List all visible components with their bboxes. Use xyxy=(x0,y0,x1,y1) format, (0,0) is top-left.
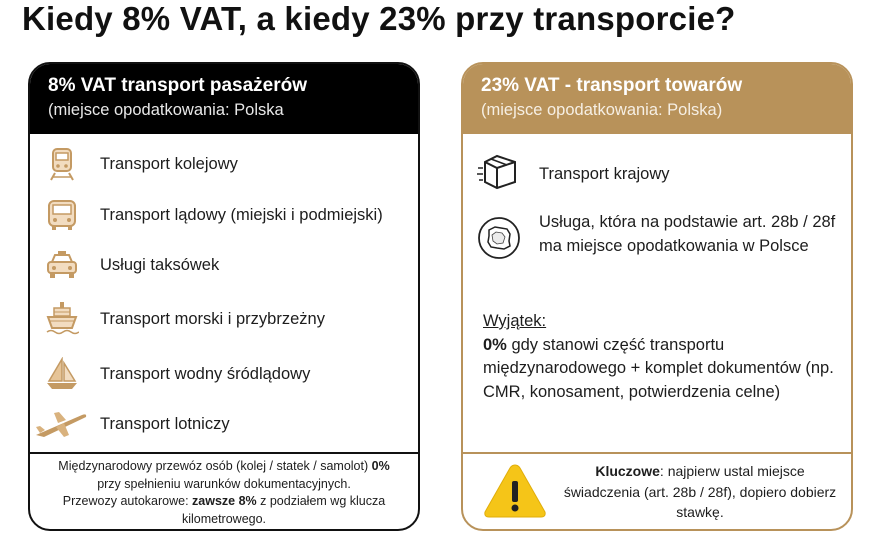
item-label: Transport lotniczy xyxy=(100,414,230,433)
package-icon xyxy=(477,152,521,196)
page-title: Kiedy 8% VAT, a kiedy 23% przy transporcie? xyxy=(22,0,736,37)
goods-transport-card xyxy=(461,62,853,531)
item-label: Usługa, która na podstawie art. 28b / 28f ma miejsce opodatkowania w Polsce xyxy=(539,213,836,255)
note-line3-rate: zawsze 8% xyxy=(192,494,257,508)
warning-icon xyxy=(483,462,547,520)
passenger-card-header xyxy=(30,64,418,134)
passenger-card-subtitle: (miejsce opodatkowania: Polska xyxy=(48,101,284,119)
bus-icon xyxy=(44,197,80,233)
list-item xyxy=(30,197,383,233)
list-item xyxy=(30,356,311,392)
note-line3-rest: z podziałem wg klucza xyxy=(256,494,386,508)
note-line3-text: Przewozy autokarowe: xyxy=(62,494,193,508)
goods-card-header xyxy=(463,64,851,134)
item-label: Transport krajowy xyxy=(539,165,670,183)
train-icon xyxy=(44,146,80,182)
goods-card-subtitle: (miejsce opodatkowania: Polska) xyxy=(481,101,723,119)
exception-block xyxy=(483,310,845,404)
passenger-transport-card xyxy=(28,62,420,531)
list-item xyxy=(30,301,325,337)
note-line4: kilometrowego. xyxy=(181,511,267,526)
list-item xyxy=(30,247,220,283)
exception-text: gdy stanowi część transportu międzynarodowego + komplet dokumentów (np. CMR, konosament, potwierdzenia celne) xyxy=(483,335,834,401)
taxi-icon xyxy=(44,247,80,283)
item-label: Transport lądowy (miejski i podmiejski) xyxy=(100,205,383,224)
key-tip-text: : najpierw ustal miejsce świadczenia (art. 28b / 28f), dopiero dobierz stawkę. xyxy=(563,463,837,520)
sailboat-icon xyxy=(44,356,80,392)
exception-heading: Wyjątek: xyxy=(483,312,547,330)
note-line2: przy spełnieniu warunków dokumentacyjnych. xyxy=(97,476,351,491)
airplane-icon xyxy=(34,406,88,442)
item-label: Transport kolejowy xyxy=(100,154,238,173)
note-line1-rate: 0% xyxy=(371,459,390,473)
poland-map-icon xyxy=(477,216,521,260)
item-label: Transport morski i przybrzeżny xyxy=(100,309,325,328)
key-tip-text-block xyxy=(559,461,841,523)
list-item xyxy=(30,406,230,442)
key-tip-box xyxy=(463,452,851,531)
passenger-card-note xyxy=(30,452,418,531)
list-item xyxy=(30,146,238,182)
key-tip-label: Kluczowe xyxy=(595,463,660,479)
note-line1-text: Międzynarodowy przewóz osób (kolej / statek / samolot) xyxy=(58,459,372,473)
ship-icon xyxy=(44,301,80,337)
passenger-card-title: 8% VAT transport pasażerów xyxy=(48,75,308,96)
goods-card-title: 23% VAT - transport towarów xyxy=(481,75,743,96)
item-label: Transport wodny śródlądowy xyxy=(100,364,311,383)
exception-rate: 0% xyxy=(483,335,507,354)
item-label: Usługi taksówek xyxy=(100,255,220,274)
